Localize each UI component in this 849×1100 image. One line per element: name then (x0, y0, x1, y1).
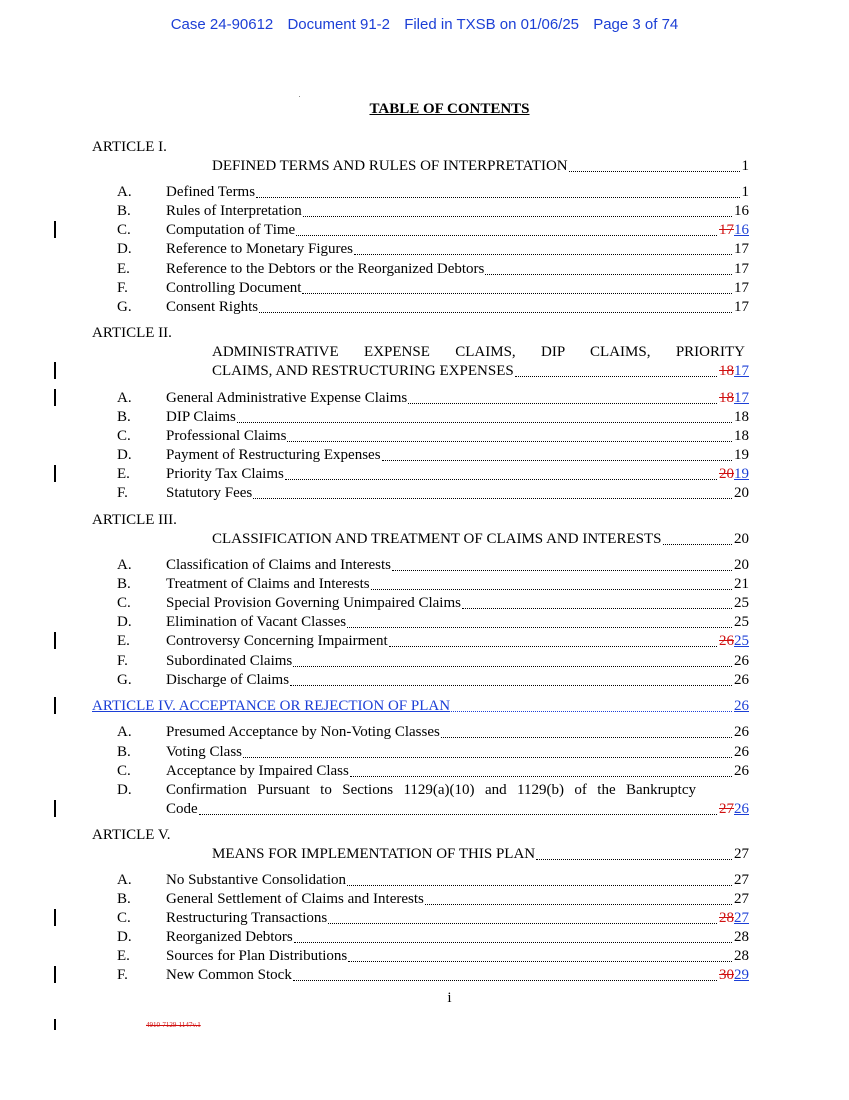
section-title: Professional Claims (166, 428, 287, 444)
section-letter: E. (117, 466, 130, 482)
section-title: Reference to the Debtors or the Reorganized Debtors (166, 261, 485, 277)
section-letter: E. (117, 948, 130, 964)
toc-entry[interactable] (166, 800, 749, 818)
page-number: 20 (734, 531, 749, 547)
section-title: Controversy Concerning Impairment (166, 633, 388, 649)
section-title: Voting Class (166, 744, 242, 760)
section-title: Elimination of Vacant Classes (166, 614, 347, 630)
page-number: 17 (734, 280, 749, 296)
toc-entry[interactable] (166, 594, 749, 612)
page-number: 21 (734, 576, 749, 592)
section-letter: C. (117, 910, 131, 926)
section-letter: F. (117, 967, 128, 983)
section-letter: B. (117, 409, 131, 425)
leader-dots (515, 375, 717, 377)
page-number: 27 (734, 872, 749, 888)
leader-dots (287, 440, 732, 442)
page-number: 26 (734, 653, 749, 669)
leader-dots (256, 196, 739, 198)
case-number: Case 24-90612 (170, 16, 274, 33)
section-letter: C. (117, 595, 131, 611)
leader-dots (382, 459, 732, 461)
toc-entry[interactable] (166, 221, 749, 239)
leader-dots (441, 736, 732, 738)
leader-dots (354, 253, 732, 255)
inserted-page-number: 27 (734, 910, 749, 926)
document-id: 4910-7129-1147v.1 (146, 1021, 201, 1029)
toc-entry[interactable] (166, 446, 749, 464)
leader-dots (296, 234, 717, 236)
change-bar (54, 1019, 56, 1030)
toc-entry[interactable] (166, 408, 749, 426)
toc-entry[interactable] (166, 928, 749, 946)
leader-dots (290, 684, 732, 686)
toc-entry-article-3[interactable] (212, 530, 749, 548)
page-number: 17 (734, 241, 749, 257)
leader-dots (536, 858, 732, 860)
leader-dots (293, 979, 717, 981)
inserted-page-number: 17 (734, 363, 749, 379)
section-letter: C. (117, 763, 131, 779)
change-bar (54, 389, 56, 406)
change-bar (54, 632, 56, 649)
inserted-page-number: 29 (734, 967, 749, 983)
section-title: Statutory Fees (166, 485, 253, 501)
leader-dots (663, 543, 733, 545)
toc-entry[interactable] (166, 890, 749, 908)
section-letter: A. (117, 557, 132, 573)
toc-entry[interactable] (166, 723, 749, 741)
leader-dots (328, 922, 717, 924)
page-number: 18 (734, 409, 749, 425)
deleted-page-number: 30 (719, 967, 734, 983)
toc-entry[interactable] (166, 575, 749, 593)
leader-dots (237, 421, 732, 423)
change-bar (54, 465, 56, 482)
change-bar (54, 966, 56, 983)
section-letter: F. (117, 653, 128, 669)
leader-dots (285, 478, 717, 480)
toc-entry[interactable] (166, 909, 749, 927)
section-title: Reorganized Debtors (166, 929, 293, 945)
filed-info: Filed in TXSB on 01/06/25 (404, 16, 580, 33)
toc-entry[interactable] (166, 279, 749, 297)
section-title: DIP Claims (166, 409, 236, 425)
toc-entry[interactable] (166, 298, 749, 316)
article-3-heading: CLASSIFICATION AND TREATMENT OF CLAIMS AND INTERESTS (212, 531, 662, 547)
page-number: 19 (734, 447, 749, 463)
page-number: 1 (741, 184, 749, 200)
section-title: Discharge of Claims (166, 672, 290, 688)
leader-dots (348, 960, 732, 962)
article-2-label: ARTICLE II. (92, 325, 172, 341)
toc-entry[interactable] (166, 613, 749, 631)
toc-entry[interactable] (166, 202, 749, 220)
toc-entry[interactable] (166, 632, 749, 650)
leader-dots (392, 569, 732, 571)
toc-entry[interactable] (166, 762, 749, 780)
toc-entry[interactable] (166, 556, 749, 574)
toc-entry[interactable] (166, 427, 749, 445)
toc-entry[interactable] (166, 871, 749, 889)
leader-dots (253, 497, 732, 499)
toc-entry[interactable] (166, 966, 749, 984)
inserted-page-number: 25 (734, 633, 749, 649)
section-title: Controlling Document (166, 280, 302, 296)
section-letter: E. (117, 633, 130, 649)
page-number: 1 (741, 158, 749, 174)
deleted-page-number: 17 (719, 222, 734, 238)
leader-dots (451, 710, 732, 712)
deleted-page-number: 20 (719, 466, 734, 482)
leader-dots (294, 941, 732, 943)
page-number: 17 (734, 261, 749, 277)
toc-entry[interactable] (166, 484, 749, 502)
section-letter: B. (117, 744, 131, 760)
section-letter: C. (117, 428, 131, 444)
section-letter: G. (117, 299, 132, 315)
document-number: Document 91-2 (287, 16, 391, 33)
page-number: 20 (734, 557, 749, 573)
inserted-page-number: 26 (734, 801, 749, 817)
section-letter: F. (117, 280, 128, 296)
leader-dots (462, 607, 732, 609)
section-letter: D. (117, 241, 132, 257)
inserted-page-number: 16 (734, 222, 749, 238)
page-number: 16 (734, 203, 749, 219)
section-title: Presumed Acceptance by Non-Voting Classes (166, 724, 440, 740)
page-number: 26 (734, 724, 749, 740)
leader-dots (293, 665, 732, 667)
section-title: General Settlement of Claims and Interests (166, 891, 424, 907)
toc-entry[interactable] (166, 389, 749, 407)
toc-entry-article-2[interactable] (212, 362, 749, 380)
leader-dots (347, 884, 732, 886)
leader-dots (485, 273, 732, 275)
toc-entry[interactable] (166, 743, 749, 761)
section-title: General Administrative Expense Claims (166, 390, 408, 406)
toc-entry[interactable] (166, 465, 749, 483)
section-letter: A. (117, 872, 132, 888)
section-title: Special Provision Governing Unimpaired Claims (166, 595, 461, 611)
section-letter: A. (117, 184, 132, 200)
article-1-heading: DEFINED TERMS AND RULES OF INTERPRETATION (212, 158, 568, 174)
deleted-page-number: 27 (719, 801, 734, 817)
change-bar (54, 909, 56, 926)
leader-dots (408, 402, 717, 404)
page-number: 28 (734, 929, 749, 945)
article-4-link[interactable] (92, 697, 749, 715)
article-4-heading: ARTICLE IV. ACCEPTANCE OR REJECTION OF PLAN (92, 698, 451, 714)
page-number: 27 (734, 846, 749, 862)
section-title: Payment of Restructuring Expenses (166, 447, 381, 463)
page-info: Page 3 of 74 (593, 16, 679, 33)
section-title: Reference to Monetary Figures (166, 241, 354, 257)
page-number: 26 (734, 672, 749, 688)
section-title: No Substantive Consolidation (166, 872, 346, 888)
inserted-page-number: 19 (734, 466, 749, 482)
leader-dots (569, 170, 740, 172)
inserted-page-number: 17 (734, 390, 749, 406)
section-letter: D. (117, 929, 132, 945)
section-letter: F. (117, 485, 128, 501)
leader-dots (389, 645, 717, 647)
section-title-line1: Confirmation Pursuant to Sections 1129(a)(10) and 1129(b) of the Bankruptcy (166, 782, 696, 798)
section-title: New Common Stock (166, 967, 292, 983)
toc-entry[interactable] (166, 947, 749, 965)
page-number: 18 (734, 428, 749, 444)
section-title: Consent Rights (166, 299, 259, 315)
section-title: Sources for Plan Distributions (166, 948, 348, 964)
toc-entry[interactable] (166, 260, 749, 278)
page-number: 25 (734, 595, 749, 611)
article-5-label: ARTICLE V. (92, 827, 171, 843)
change-bar (54, 697, 56, 714)
leader-dots (371, 588, 732, 590)
page-number: 26 (734, 763, 749, 779)
section-title: Restructuring Transactions (166, 910, 328, 926)
leader-dots (199, 813, 717, 815)
section-title: Priority Tax Claims (166, 466, 284, 482)
page-number-footer: i (447, 990, 452, 1006)
toc-entry[interactable] (166, 240, 749, 258)
section-letter: B. (117, 576, 131, 592)
section-letter: B. (117, 203, 131, 219)
article-2-heading-line2: CLAIMS, AND RESTRUCTURING EXPENSES (212, 363, 514, 379)
leader-dots (350, 775, 732, 777)
leader-dots (243, 756, 732, 758)
change-bar (54, 221, 56, 238)
section-letter: A. (117, 390, 132, 406)
leader-dots (302, 292, 732, 294)
section-letter: D. (117, 447, 132, 463)
deleted-page-number: 18 (719, 390, 734, 406)
page-number: 17 (734, 299, 749, 315)
toc-entry[interactable] (166, 671, 749, 689)
section-letter: D. (117, 614, 132, 630)
leader-dots (303, 215, 732, 217)
section-letter: C. (117, 222, 131, 238)
toc-entry[interactable] (166, 652, 749, 670)
case-header (0, 16, 849, 33)
leader-dots (347, 626, 732, 628)
section-letter: G. (117, 672, 132, 688)
deleted-page-number: 18 (719, 363, 734, 379)
page-number: 26 (734, 744, 749, 760)
page-number: 27 (734, 891, 749, 907)
page-number: 28 (734, 948, 749, 964)
article-1-label: ARTICLE I. (92, 139, 167, 155)
page-number: 20 (734, 485, 749, 501)
section-letter: E. (117, 261, 130, 277)
article-5-heading: MEANS FOR IMPLEMENTATION OF THIS PLAN (212, 846, 536, 862)
toc-title: TABLE OF CONTENTS (369, 101, 530, 117)
section-title: Defined Terms (166, 184, 256, 200)
article-2-heading-line1: ADMINISTRATIVE EXPENSE CLAIMS, DIP CLAIMS, PRIORITY (212, 344, 745, 360)
section-title: Treatment of Claims and Interests (166, 576, 370, 592)
stray-dot (299, 96, 300, 97)
deleted-page-number: 28 (719, 910, 734, 926)
page-number: 26 (734, 698, 749, 714)
toc-entry-article-1[interactable] (212, 157, 749, 175)
section-title: Classification of Claims and Interests (166, 557, 391, 573)
change-bar (54, 800, 56, 817)
toc-entry-article-5[interactable] (212, 845, 749, 863)
section-title: Rules of Interpretation (166, 203, 302, 219)
leader-dots (425, 903, 732, 905)
section-letter: B. (117, 891, 131, 907)
section-letter: D. (117, 782, 132, 798)
section-title-line2: Code (166, 801, 198, 817)
article-3-label: ARTICLE III. (92, 512, 177, 528)
leader-dots (259, 311, 732, 313)
change-bar (54, 362, 56, 379)
section-title: Acceptance by Impaired Class (166, 763, 349, 779)
section-title: Subordinated Claims (166, 653, 293, 669)
deleted-page-number: 26 (719, 633, 734, 649)
page-number: 25 (734, 614, 749, 630)
section-title: Computation of Time (166, 222, 296, 238)
toc-entry[interactable] (166, 183, 749, 201)
section-letter: A. (117, 724, 132, 740)
